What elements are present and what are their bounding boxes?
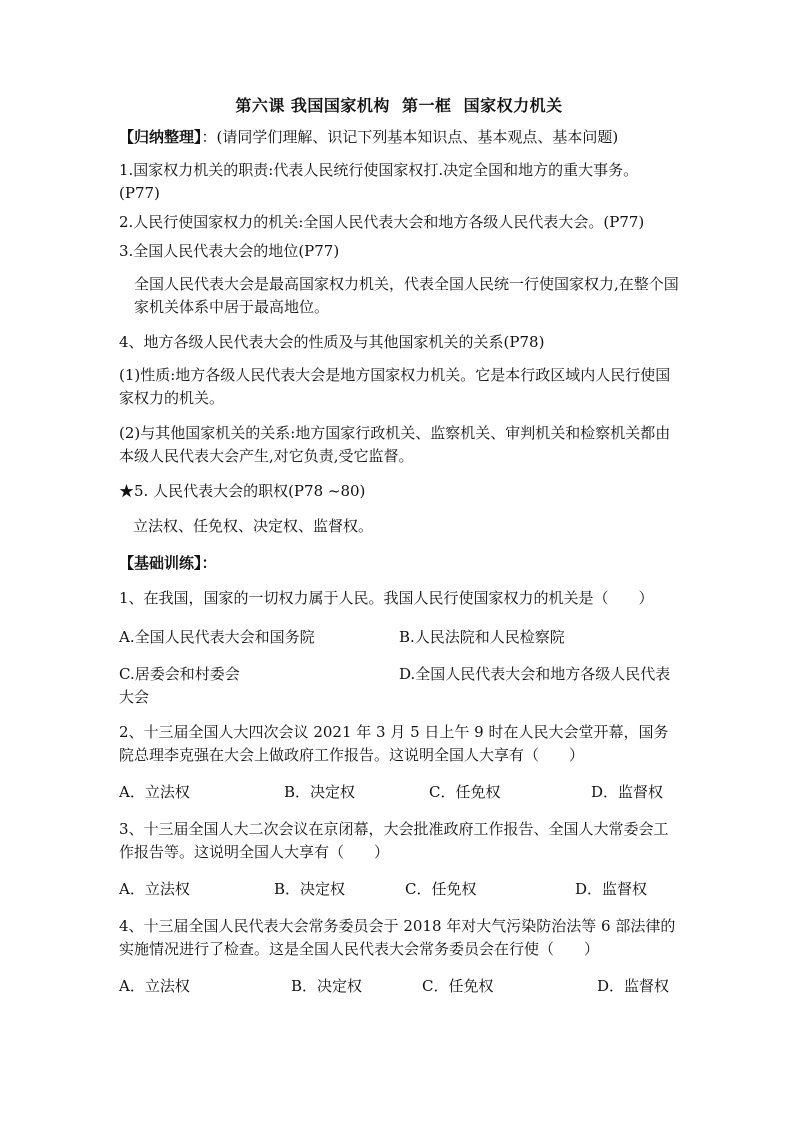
question-4-option-b: B．决定权 [291, 977, 363, 995]
question-1-option-d: D.全国人民代表大会和地方各级人民代表大会 [119, 665, 671, 706]
question-2-option-d: D．监督权 [591, 783, 664, 801]
point-5: ★5. 人民代表大会的职权(P78 ~80) [119, 482, 366, 500]
point-3: 3.全国人民代表大会的地位(P77) [119, 242, 340, 260]
question-1-stem: 1、在我国，国家的一切权力属于人民。我国人民行使国家权力的机关是（ ） [119, 589, 654, 607]
summary-heading-line [119, 126, 679, 149]
question-3-option-c: C．任免权 [405, 880, 477, 898]
point-1: 1.国家权力机关的职责:代表人民统行使国家权打.决定全国和地方的重大事务。(P77) [119, 161, 639, 202]
training-heading-line [119, 552, 679, 575]
question-4-option-c: C．任免权 [422, 977, 494, 995]
page-title: 第六课 我国国家机构 第一框 国家权力机关 [235, 96, 563, 115]
question-3-stem: 3、十三届全国人大二次会议在京闭幕，大会批准政府工作报告、全国人大常委会工作报告等。这说明全国人大享有（ ） [119, 820, 669, 861]
question-2-option-c: C．任免权 [429, 783, 501, 801]
question-4-option-d: D．监督权 [597, 977, 670, 995]
point-5-body: 立法权、任免权、决定权、监督权。 [133, 517, 374, 535]
point-2: 2.人民行使国家权力的机关:全国人民代表大会和地方各级人民代表大会。(P77) [119, 213, 645, 231]
question-2-stem: 2、十三届全国人大四次会议 2021 年 3 月 5 日上午 9 时在人民大会堂开幕，国务院总理李克强在大会上做政府工作报告。这说明全国人大享有（ ） [119, 723, 669, 764]
point-4: 4、地方各级人民代表大会的性质及与其他国家机关的关系(P78) [119, 333, 545, 351]
question-3-option-d: D．监督权 [575, 880, 648, 898]
question-2-options [119, 781, 679, 804]
point-4-1: (1)性质:地方各级人民代表大会是地方国家权力机关。它是本行政区域内人民行使国家权力的机关。 [119, 366, 671, 407]
summary-note: ：(请同学们理解、识记下列基本知识点、基本观点、基本问题) [201, 128, 619, 146]
question-2-option-b: B．决定权 [284, 783, 356, 801]
question-2-option-a: A．立法权 [119, 783, 190, 801]
training-heading-colon: ： [201, 554, 217, 572]
question-1-option-c: C.居委会和村委会 [119, 665, 240, 683]
question-1-option-a: A.全国人民代表大会和国务院 [119, 628, 315, 646]
question-1-option-b: B.人民法院和人民检察院 [399, 628, 565, 646]
point-3-body: 全国人民代表大会是最高国家权力机关，代表全国人民统一行使国家权力,在整个国家机关体系中居于最高地位。 [134, 275, 679, 316]
point-4-2: (2)与其他国家机关的关系:地方国家行政机关、监察机关、审判机关和检察机关都由本级人民代表大会产生,对它负责,受它监督。 [119, 424, 671, 465]
question-4-options [119, 975, 679, 998]
question-3-option-a: A．立法权 [119, 880, 190, 898]
question-1-options-ab [119, 626, 679, 649]
document-page [119, 94, 679, 998]
summary-heading: 【归纳整理】 [119, 128, 202, 146]
question-3-option-b: B．决定权 [274, 880, 346, 898]
training-heading: 【基础训练】 [119, 554, 202, 572]
question-4-stem: 4、十三届全国人民代表大会常务委员会于 2018 年对大气污染防治法等 6 部法律的实施情况进行了检查。这是全国人民代表大会常务委员会在行使（ ） [119, 917, 676, 958]
question-3-options [119, 878, 679, 901]
question-4-option-a: A．立法权 [119, 977, 190, 995]
